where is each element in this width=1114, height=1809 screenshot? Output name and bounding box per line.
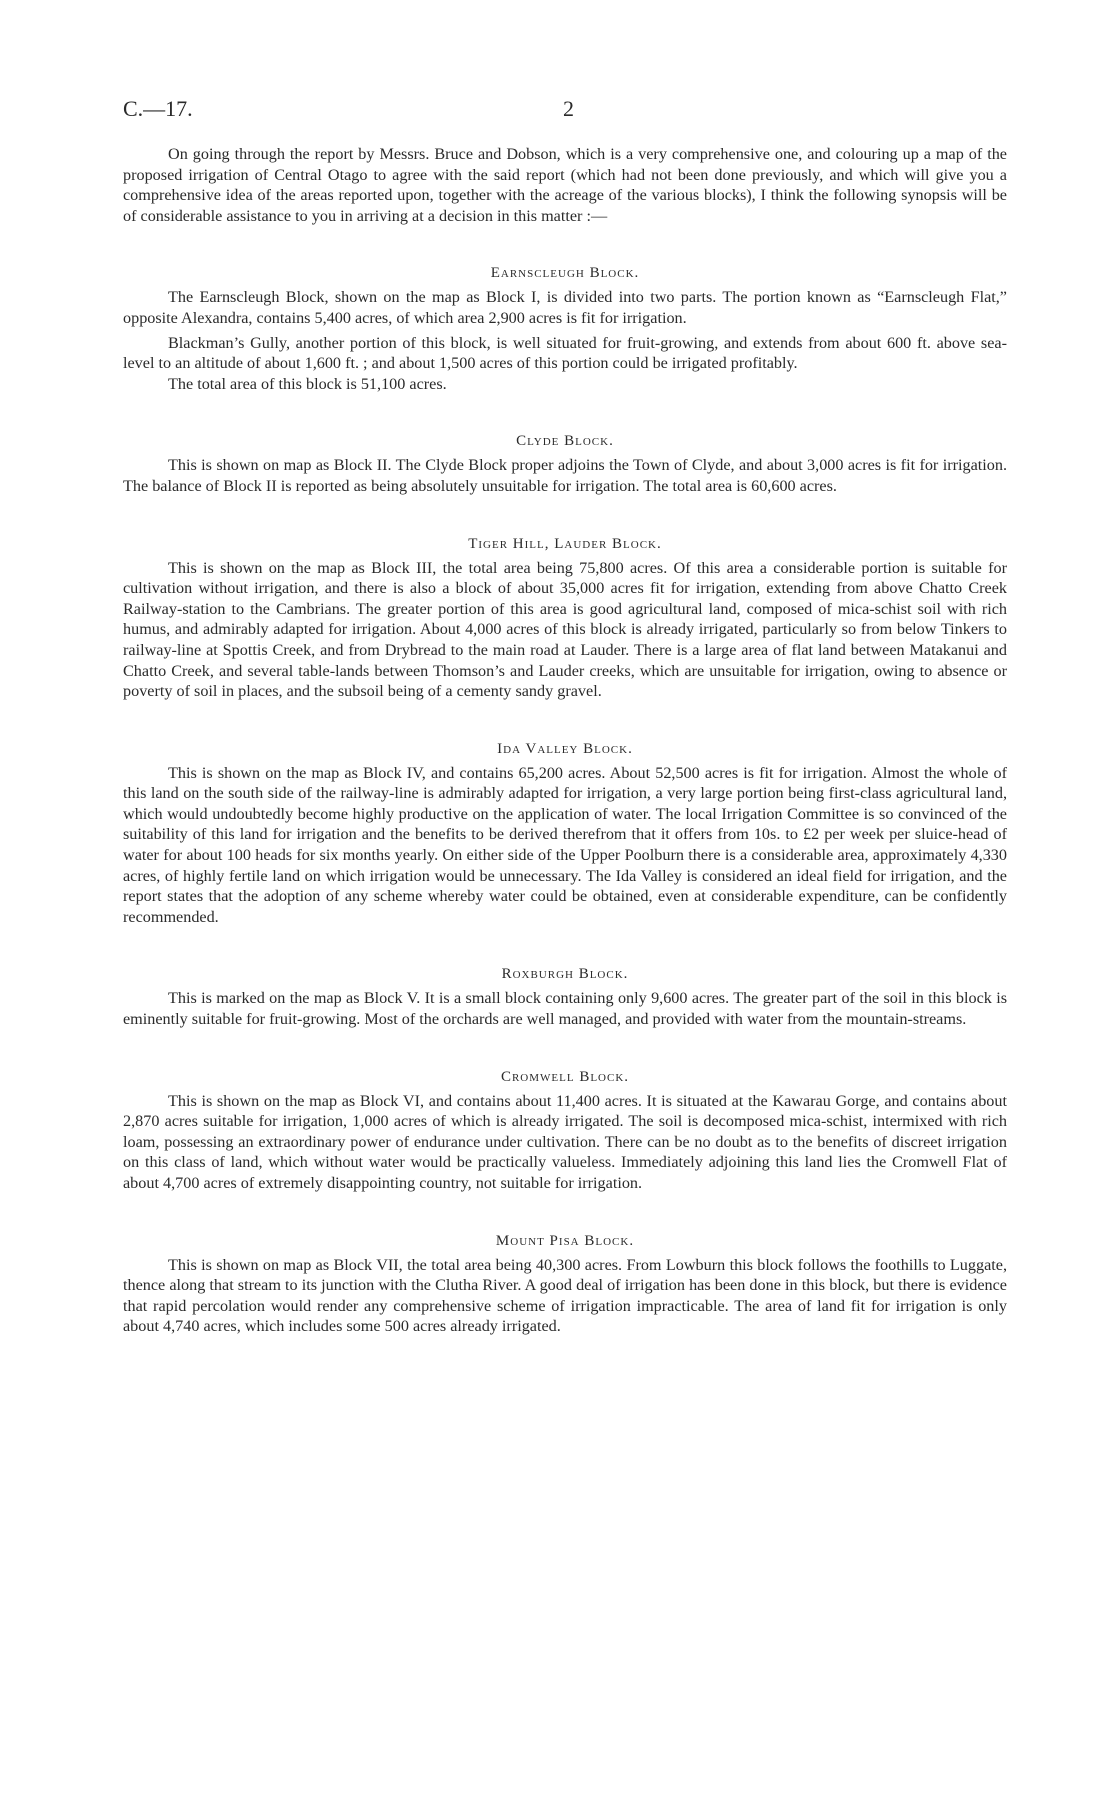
section-paragraph: This is marked on the map as Block V. It is a small block containing only 9,600 acres. The greater part of the soil in this block is eminently suitable for fruit-growing. Most of the orchards are well managed, and provided with water from the mountain-streams. (123, 989, 1007, 1029)
section-paragraph: Blackman’s Gully, another portion of this block, is well situated for fruit-growing, and extends from about 600 ft. above sea-level to an altitude of about 1,600 ft. ; and about 1,500 acres of this portion could be irrigated profitably. (123, 333, 1007, 373)
section-paragraph: This is shown on the map as Block III, the total area being 75,800 acres. Of this area a considerable portion is suitable for cultivation without irrigation, and there is also a block of about 35,000 acres fit for irrigation, extending from above Chatto Creek Railway-station to the Cambrians. The greater portion of this area is good agricultural land, composed of mica-schist soil with rich humus, and admirably adapted for irrigation. About 4,000 acres of this block is already irrigated, particularly so from below Tinkers to railway-line at Spottis Creek, and from Drybread to the main road at Lauder. There is a large area of flat land between Matakanui and Chatto Creek, and several table-lands between Thomson’s and Lauder creeks, which are unsuitable for irrigation, owing to absence or poverty of soil in places, and the subsoil being of a cementy sandy gravel. (123, 558, 1007, 701)
section-title: Cromwell Block. (500, 1068, 630, 1085)
section-clyde (123, 431, 1007, 496)
page-reference: C.—17. (123, 96, 193, 121)
section-paragraph: The Earnscleugh Block, shown on the map as Block I, is divided into two parts. The portion known as “Earnscleugh Flat,” opposite Alexandra, contains 5,400 acres, of which area 2,900 acres is fit for irrigation. (123, 288, 1007, 327)
section-title: Ida Valley Block. (497, 740, 633, 757)
document-body (123, 144, 1007, 1337)
section-title: Earnscleugh Block. (490, 265, 640, 282)
page-header (123, 96, 1007, 126)
section-paragraph: This is shown on the map as Block IV, and contains 65,200 acres. About 52,500 acres is fit for irrigation. Almost the whole of this land on the south side of the railway-line is admirably adapted for irrigation, a very large portion being first-class agricultural land, which would undoubtedly become highly productive on the application of water. The local Irrigation Committee is so convinced of the suitability of this land for irrigation and the benefits to be derived therefrom that it offers from 10s. to £2 per week per sluice-head of water for about 100 heads for six months yearly. On either side of the Upper Poolburn there is a considerable area, approximately 4,330 acres, of highly fertile land on which irrigation would be unnecessary. The Ida Valley is considered an ideal field for irrigation, and the report states that the adoption of any scheme whereby water could be obtained, even at considerable expenditure, can be confidently recommended. (123, 763, 1007, 926)
section-earnscleugh (123, 263, 1007, 394)
section-tiger-hill-lauder (123, 534, 1007, 702)
section-cromwell (123, 1067, 1007, 1194)
section-paragraph: This is shown on map as Block VII, the total area being 40,300 acres. From Lowburn this block follows the foothills to Luggate, thence along that stream to its junction with the Clutha River. A good deal of irrigation has been done in this block, but there is evidence that rapid percolation would render any comprehensive scheme of irrigation impracticable. The area of land fit for irrigation is only about 4,740 acres, which includes some 500 acres already irrigated. (123, 1255, 1007, 1336)
section-paragraph: The total area of this block is 51,100 acres. (168, 374, 447, 393)
intro-paragraph: On going through the report by Messrs. Bruce and Dobson, which is a very comprehensive one, and colouring up a map of the proposed irrigation of Central Otago to agree with the said report (which had not been done previously, and which will give you a comprehensive idea of the areas reported upon, together with the acreage of the various blocks), I think the following synopsis will be of considerable assistance to you in arriving at a decision in this matter :— (123, 145, 1007, 225)
section-paragraph: This is shown on the map as Block VI, and contains about 11,400 acres. It is situated at the Kawarau Gorge, and contains about 2,870 acres suitable for irrigation, 1,000 acres of which is already irrigated. The soil is decomposed mica-schist, intermixed with rich loam, possessing an extraordinary power of endurance under cultivation. There can be no doubt as to the benefits of discreet irrigation on this class of land, which without water would be practically valueless. Immediately adjoining this land lies the Cromwell Flat of about 4,700 acres of extremely disappointing country, not suitable for irrigation. (123, 1091, 1007, 1192)
section-roxburgh (123, 964, 1007, 1029)
section-title: Mount Pisa Block. (495, 1232, 635, 1249)
section-title: Clyde Block. (516, 433, 614, 450)
section-mount-pisa (123, 1231, 1007, 1337)
section-ida-valley (123, 739, 1007, 928)
section-title: Roxburgh Block. (501, 966, 629, 983)
section-paragraph: This is shown on map as Block II. The Clyde Block proper adjoins the Town of Clyde, and about 3,000 acres is fit for irrigation. The balance of Block II is reported as being absolutely unsuitable for irrigation. The total area is 60,600 acres. (123, 456, 1007, 495)
section-title: Tiger Hill, Lauder Block. (468, 535, 662, 552)
page-number: 2 (563, 96, 574, 121)
